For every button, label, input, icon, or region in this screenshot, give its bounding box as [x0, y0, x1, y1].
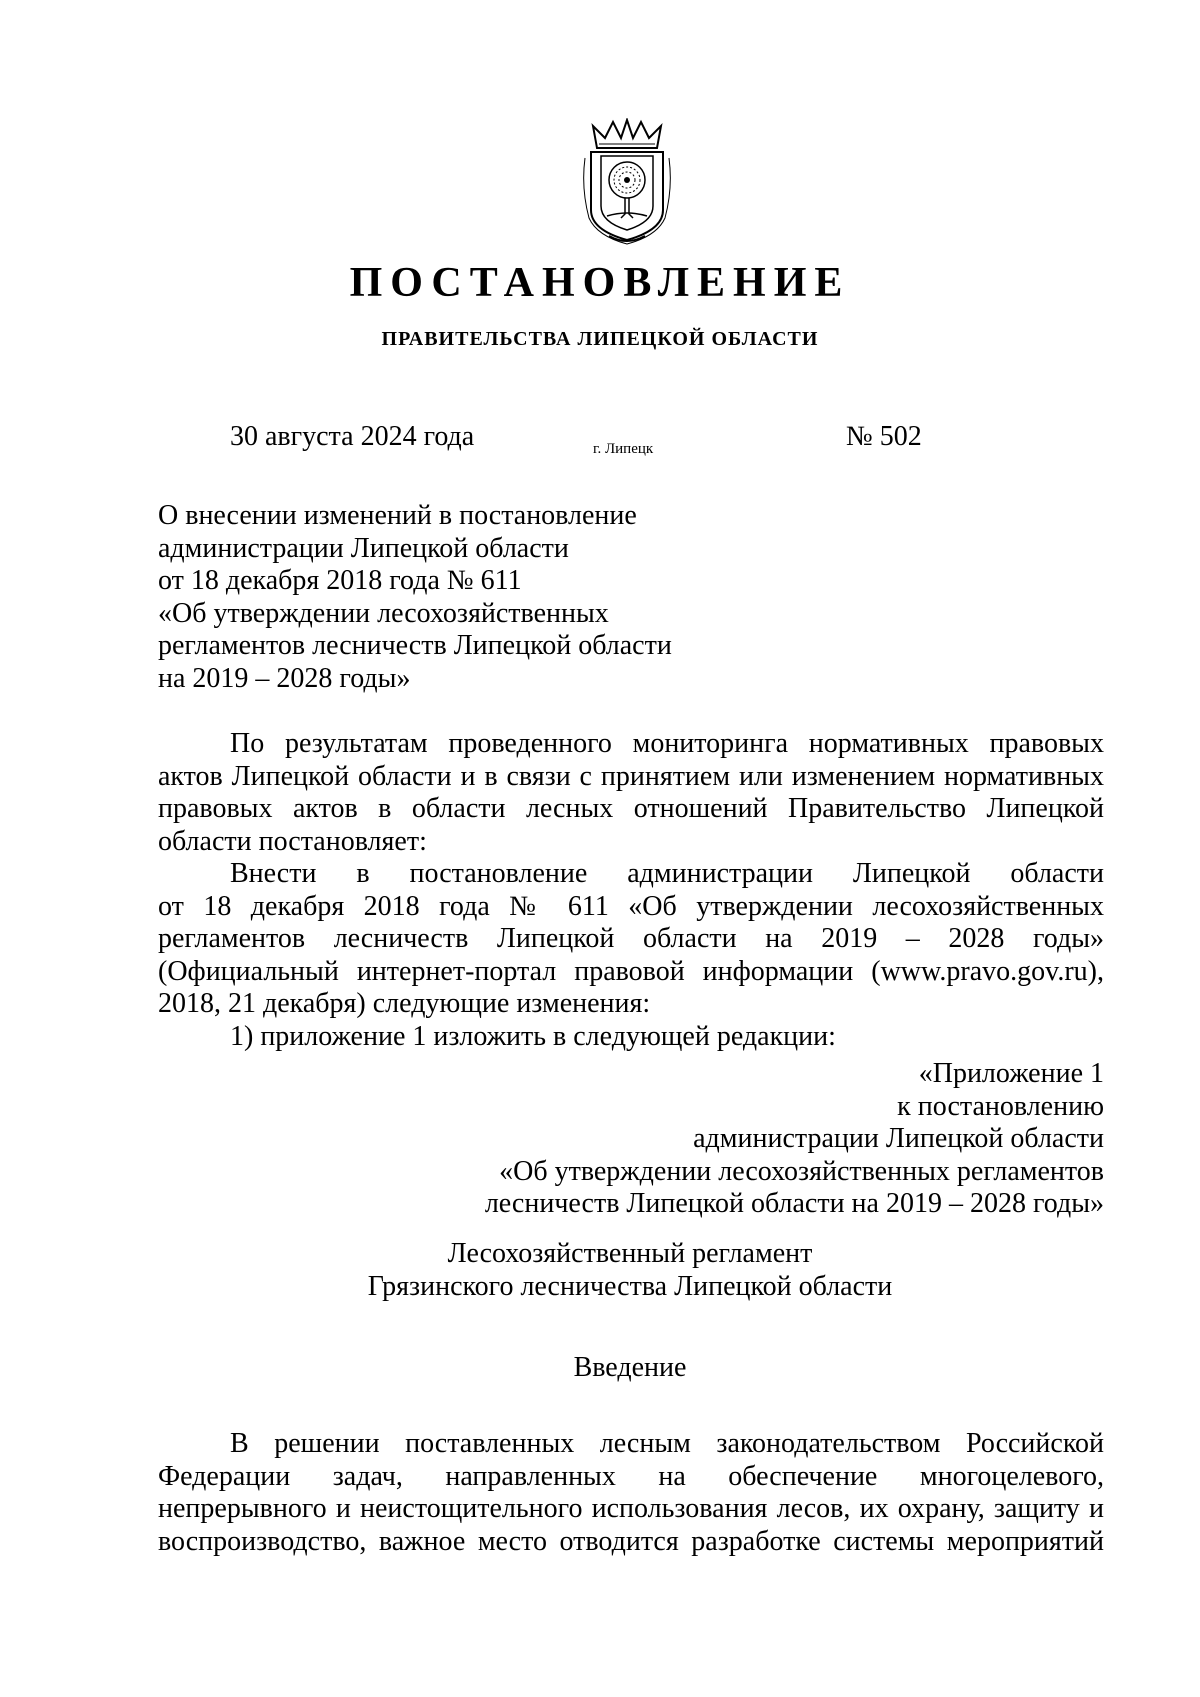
intro-line: В решении поставленных лесным законодательством Российской	[230, 1428, 1104, 1459]
amendment-line: регламентов лесничеств Липецкой области на 2019 – 2028 годы»	[158, 923, 1104, 954]
subject-line: «Об утверждении лесохозяйственных	[158, 597, 609, 629]
subject-line: регламентов лесничеств Липецкой области	[158, 630, 672, 661]
regulation-title-line: Лесохозяйственный регламент	[447, 1238, 813, 1269]
intro-line: воспроизводство, важное место отводится разработке системы мероприятий	[158, 1525, 1104, 1557]
document-issuer: ПРАВИТЕЛЬСТВА ЛИПЕЦКОЙ ОБЛАСТИ	[381, 328, 819, 350]
subject-line: на 2019 – 2028 годы»	[158, 662, 411, 694]
appendix-header-line: администрации Липецкой области	[693, 1123, 1104, 1154]
intro-paragraph	[158, 1428, 1104, 1558]
document-subject	[158, 500, 672, 695]
subject-line: от 18 декабря 2018 года № 611	[158, 565, 522, 596]
amendment-line: Внести в постановление администрации Липецкой области	[230, 858, 1104, 889]
preamble-line: актов Липецкой области и в связи с принятием или изменением нормативных	[158, 760, 1104, 792]
intro-line: непрерывного и неистощительного использования лесов, их охрану, защиту и	[158, 1493, 1104, 1524]
preamble-line: правовых актов в области лесных отношений Правительство Липецкой	[158, 793, 1104, 824]
appendix-header-line: к постановлению	[897, 1090, 1104, 1122]
amendment-paragraph	[158, 858, 1104, 1053]
amendment-line: (Официальный интернет-портал правовой информации (www.pravo.gov.ru),	[158, 955, 1104, 987]
preamble-line: области постановляет:	[158, 825, 427, 857]
preamble-line: По результатам проведенного мониторинга нормативных правовых	[230, 728, 1104, 759]
coat-of-arms-emblem-icon	[579, 118, 675, 246]
intro-line: Федерации задач, направленных на обеспечение многоцелевого,	[158, 1460, 1104, 1492]
appendix-header-line: «Приложение 1	[918, 1058, 1104, 1089]
document-city: г. Липецк	[593, 441, 654, 457]
subject-line: администрации Липецкой области	[158, 532, 569, 564]
amendment-line: от 18 декабря 2018 года № 611 «Об утверждении лесохозяйственных	[158, 890, 1104, 922]
document-title: ПОСТАНОВЛЕНИЕ	[349, 260, 851, 306]
amendment-line: 1) приложение 1 изложить в следующей редакции:	[230, 1020, 836, 1052]
preamble-paragraph	[158, 728, 1104, 858]
document-date: 30 августа 2024 года	[230, 421, 475, 452]
amendment-line: 2018, 21 декабря) следующие изменения:	[158, 988, 651, 1019]
appendix-header-line: «Об утверждении лесохозяйственных регламентов	[499, 1155, 1104, 1187]
document-number: № 502	[846, 421, 922, 452]
subject-line: О внесении изменений в постановление	[158, 500, 637, 531]
regulation-title-line: Грязинского лесничества Липецкой области	[367, 1270, 893, 1302]
regulation-title	[0, 1238, 1200, 1303]
appendix-header-line: лесничеств Липецкой области на 2019 – 2028 годы»	[484, 1188, 1104, 1219]
section-title: Введение	[573, 1352, 687, 1383]
appendix-header	[158, 1058, 1104, 1221]
